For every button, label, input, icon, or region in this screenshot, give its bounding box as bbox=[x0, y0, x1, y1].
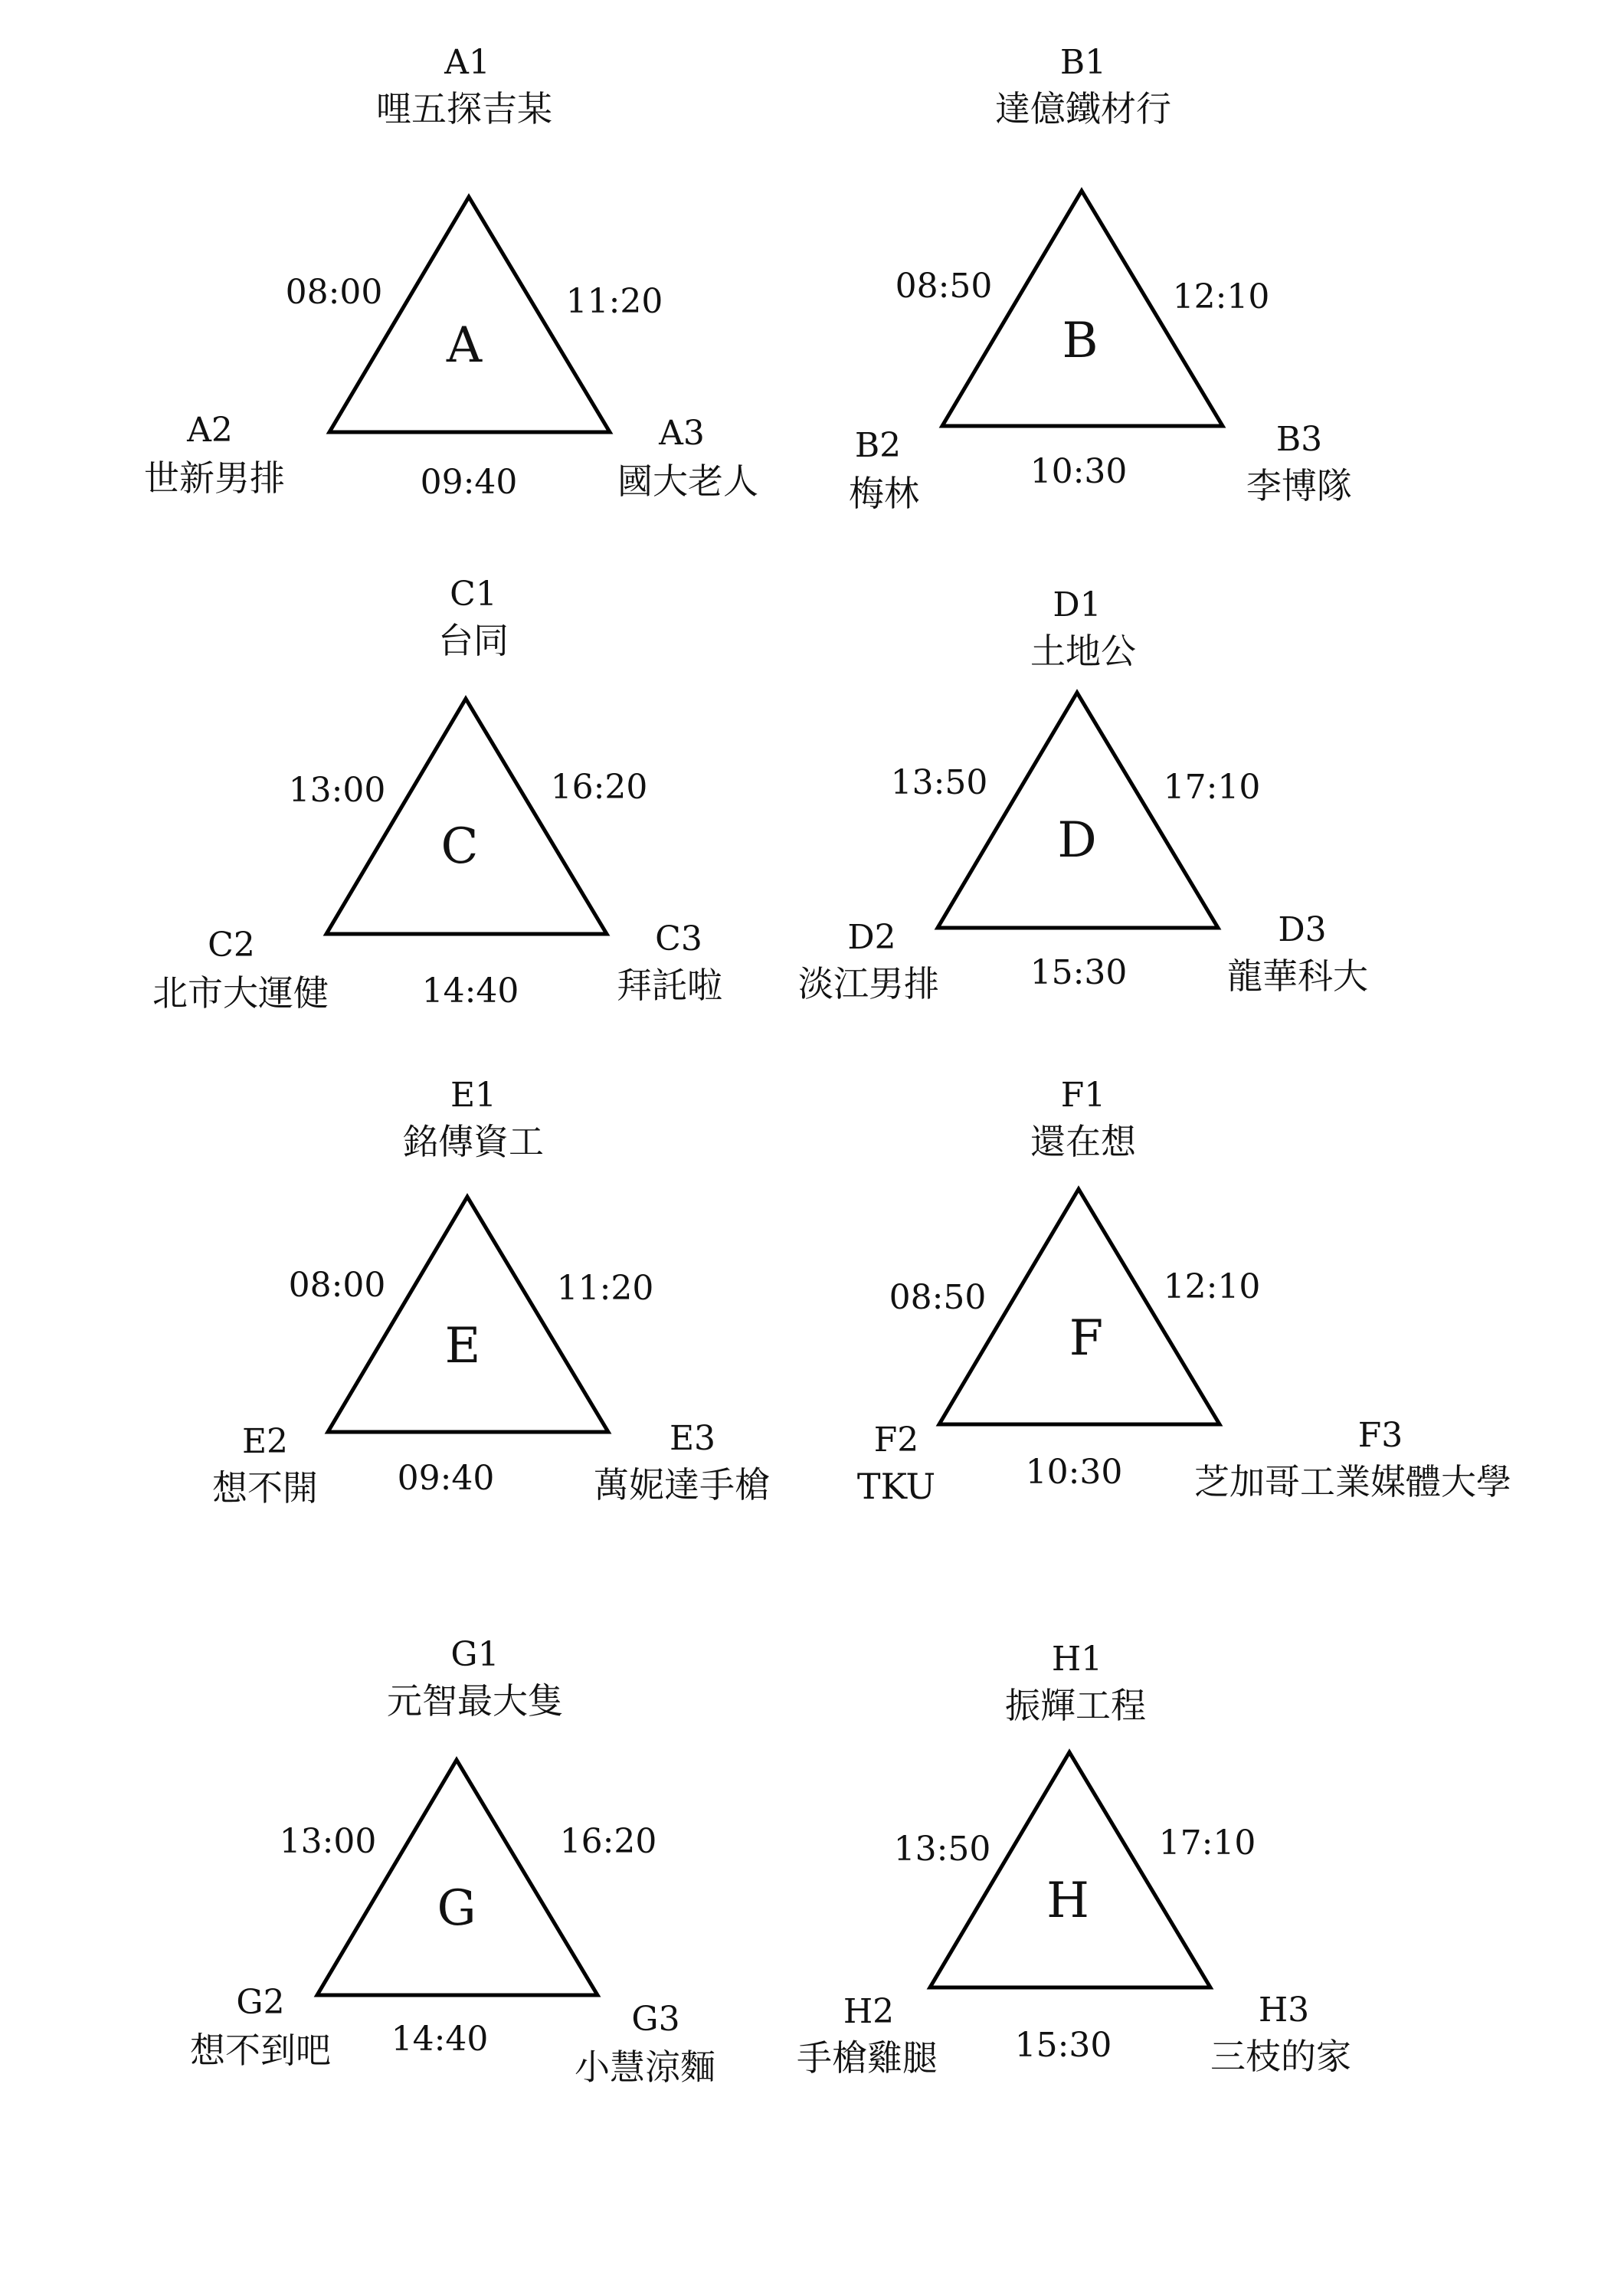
team-name-right: 李博隊 bbox=[1246, 465, 1352, 506]
match-time-right-edge: 11:20 bbox=[556, 1269, 654, 1308]
group-a bbox=[144, 43, 758, 502]
group-d bbox=[798, 585, 1368, 1004]
match-time-left-edge: 08:50 bbox=[889, 1278, 987, 1317]
group-b bbox=[849, 43, 1352, 514]
group-f bbox=[857, 1076, 1511, 1507]
team-name-top: 台同 bbox=[438, 620, 509, 661]
team-code-left: D2 bbox=[847, 918, 896, 957]
team-code-right: F3 bbox=[1357, 1416, 1403, 1455]
team-code-top: E1 bbox=[450, 1076, 497, 1115]
group-letter: C bbox=[440, 818, 479, 875]
team-name-left: 淡江男排 bbox=[798, 963, 939, 1004]
group-letter: B bbox=[1062, 313, 1098, 369]
team-code-right: H3 bbox=[1258, 1991, 1310, 2030]
team-name-right: 國大老人 bbox=[617, 460, 758, 502]
team-name-right: 三枝的家 bbox=[1210, 2036, 1351, 2077]
team-code-left: F2 bbox=[873, 1420, 919, 1460]
team-code-right: C3 bbox=[655, 919, 702, 958]
team-code-right: G3 bbox=[631, 2000, 680, 2039]
team-code-left: B2 bbox=[854, 426, 902, 465]
team-name-right: 龍華科大 bbox=[1227, 955, 1368, 997]
match-time-left-edge: 13:50 bbox=[890, 763, 988, 802]
match-time-bottom-edge: 10:30 bbox=[1030, 452, 1128, 491]
team-code-right: A3 bbox=[659, 414, 705, 453]
match-time-right-edge: 16:20 bbox=[550, 768, 648, 807]
group-letter: F bbox=[1069, 1310, 1104, 1367]
team-code-right: E3 bbox=[669, 1419, 716, 1458]
team-name-top: 達億鐵材行 bbox=[995, 88, 1171, 129]
group-h bbox=[797, 1640, 1351, 2079]
team-code-left: G2 bbox=[236, 1983, 285, 2022]
match-time-right-edge: 11:20 bbox=[565, 282, 663, 321]
team-name-left: TKU bbox=[856, 1466, 936, 1507]
match-time-right-edge: 16:20 bbox=[559, 1822, 657, 1861]
team-name-right: 小慧涼麵 bbox=[575, 2046, 715, 2088]
team-name-top: 還在想 bbox=[1030, 1121, 1136, 1162]
group-triangle bbox=[328, 1197, 608, 1432]
team-code-left: C2 bbox=[208, 926, 255, 965]
team-name-top: 銘傳資工 bbox=[403, 1121, 544, 1162]
team-name-right: 拜託啦 bbox=[617, 965, 722, 1006]
group-triangle bbox=[317, 1760, 598, 1995]
team-code-right: B3 bbox=[1275, 420, 1323, 459]
group-c bbox=[152, 575, 722, 1014]
match-time-left-edge: 13:00 bbox=[288, 771, 386, 810]
match-time-left-edge: 13:50 bbox=[893, 1830, 991, 1869]
team-name-right: 萬妮達手槍 bbox=[594, 1464, 770, 1506]
match-time-bottom-edge: 15:30 bbox=[1030, 953, 1128, 992]
group-g bbox=[190, 1635, 715, 2088]
team-name-left: 想不開 bbox=[212, 1467, 318, 1509]
group-letter: A bbox=[446, 317, 483, 374]
team-code-left: E2 bbox=[241, 1422, 289, 1461]
group-letter: G bbox=[437, 1880, 476, 1937]
team-code-top: A1 bbox=[444, 43, 490, 82]
match-time-right-edge: 17:10 bbox=[1158, 1823, 1256, 1863]
match-time-right-edge: 12:10 bbox=[1172, 277, 1270, 316]
team-code-top: D1 bbox=[1053, 585, 1102, 624]
match-time-bottom-edge: 14:40 bbox=[391, 2020, 489, 2059]
group-letter: D bbox=[1057, 812, 1097, 869]
match-time-bottom-edge: 14:40 bbox=[421, 972, 519, 1011]
team-name-left: 手槍雞腿 bbox=[797, 2037, 938, 2079]
match-time-bottom-edge: 10:30 bbox=[1025, 1453, 1123, 1492]
match-time-right-edge: 17:10 bbox=[1163, 768, 1261, 807]
group-triangle bbox=[938, 693, 1218, 928]
team-code-top: B1 bbox=[1059, 43, 1107, 82]
match-time-left-edge: 08:00 bbox=[288, 1266, 386, 1305]
team-name-top: 振輝工程 bbox=[1005, 1685, 1146, 1726]
team-name-left: 世新男排 bbox=[144, 457, 285, 499]
match-time-bottom-edge: 09:40 bbox=[397, 1459, 495, 1498]
team-code-top: H1 bbox=[1051, 1640, 1103, 1679]
match-time-bottom-edge: 15:30 bbox=[1014, 2026, 1112, 2065]
team-name-right: 芝加哥工業媒體大學 bbox=[1194, 1461, 1511, 1502]
team-code-top: F1 bbox=[1060, 1076, 1106, 1115]
match-time-left-edge: 08:50 bbox=[895, 267, 993, 306]
team-name-top: 元智最大隻 bbox=[387, 1680, 563, 1722]
group-e bbox=[212, 1076, 770, 1509]
team-code-left: H2 bbox=[843, 1992, 895, 2031]
team-code-top: C1 bbox=[450, 575, 497, 614]
match-time-right-edge: 12:10 bbox=[1163, 1267, 1261, 1306]
team-code-top: G1 bbox=[450, 1635, 499, 1674]
group-triangle bbox=[326, 699, 607, 934]
team-name-left: 北市大運健 bbox=[152, 972, 329, 1014]
match-time-left-edge: 08:00 bbox=[285, 273, 383, 312]
team-code-right: D3 bbox=[1278, 910, 1327, 949]
group-letter: E bbox=[444, 1318, 481, 1375]
group-triangle bbox=[930, 1752, 1210, 1987]
team-name-top: 哩五探吉某 bbox=[376, 88, 552, 129]
group-letter: H bbox=[1046, 1873, 1089, 1929]
team-name-left: 梅林 bbox=[849, 473, 919, 514]
team-code-left: A2 bbox=[187, 411, 233, 450]
team-name-top: 土地公 bbox=[1030, 631, 1136, 672]
match-time-bottom-edge: 09:40 bbox=[420, 463, 518, 502]
match-time-left-edge: 13:00 bbox=[279, 1822, 377, 1861]
team-name-left: 想不到吧 bbox=[190, 2030, 331, 2071]
